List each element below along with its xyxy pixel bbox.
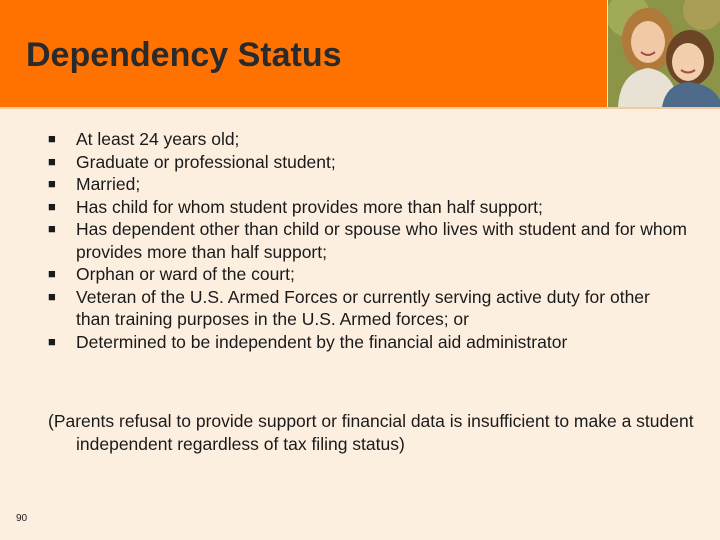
bullet-list: [48, 128, 688, 353]
list-item: [48, 331, 688, 354]
list-item: [48, 218, 688, 263]
page-number: 90: [16, 513, 28, 524]
bullet-square-icon: ■: [48, 198, 56, 214]
bullet-square-icon: ■: [48, 221, 56, 236]
bullet-square-icon: ■: [48, 266, 56, 281]
footnote-text: (Parents refusal to provide support or financial data is insufficient to make a student independent regardless of tax filing status): [48, 411, 694, 454]
bullet-text: Graduate or professional student;: [76, 151, 336, 172]
bullet-text: Has dependent other than child or spouse who lives with student and for whom provides more than half support;: [76, 219, 687, 262]
bullet-square-icon: ■: [48, 153, 56, 169]
list-item: [48, 151, 688, 174]
header-divider: [0, 107, 720, 109]
bullet-text: Determined to be independent by the financial aid administrator: [76, 331, 568, 352]
bullet-square-icon: ■: [48, 131, 56, 146]
list-item: [48, 286, 688, 331]
bullet-text: Has child for whom student provides more than half support;: [76, 196, 543, 217]
bullet-text: At least 24 years old;: [76, 129, 240, 149]
list-item: [48, 196, 688, 219]
students-photo: [608, 0, 720, 107]
bullet-text: Veteran of the U.S. Armed Forces or currently serving active duty for other than training purposes in the U.S. Armed forces; or: [76, 286, 650, 329]
page-title: Dependency Status: [26, 36, 342, 74]
bullet-square-icon: ■: [48, 288, 56, 304]
list-item: [48, 263, 688, 286]
bullet-text: Married;: [76, 174, 141, 194]
bullet-text: Orphan or ward of the court;: [76, 264, 295, 284]
list-item: [48, 128, 688, 151]
list-item: [48, 173, 688, 196]
bullet-square-icon: ■: [48, 333, 56, 349]
bullet-square-icon: ■: [48, 176, 56, 191]
